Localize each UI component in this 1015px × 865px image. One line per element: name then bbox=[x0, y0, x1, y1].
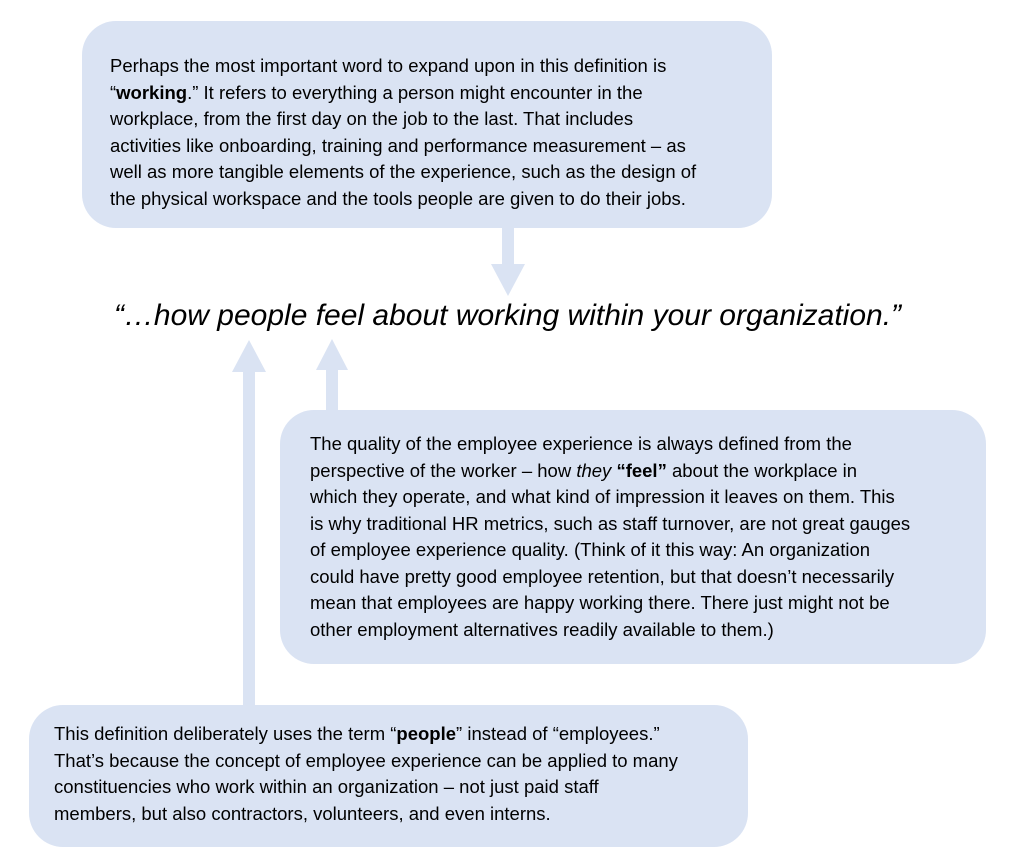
text-line: other employment alternatives readily available to them.) bbox=[310, 618, 774, 640]
working-explanation-box bbox=[82, 21, 772, 228]
text-line: could have pretty good employee retention, but that doesn’t necessarily bbox=[310, 565, 895, 587]
text-line: Perhaps the most important word to expand upon in this definition is bbox=[110, 55, 667, 76]
text-line: This definition deliberately uses the term “people” instead of “employees.” bbox=[54, 723, 660, 744]
arrow-down-to-working bbox=[491, 228, 525, 296]
text-line: which they operate, and what kind of impression it leaves on them. This bbox=[310, 486, 895, 507]
keyword-working: working bbox=[116, 81, 188, 103]
keyword-feel: “feel” bbox=[616, 459, 667, 481]
text-line: mean that employees are happy working there. There just might not be bbox=[310, 592, 890, 613]
text-line: members, but also contractors, volunteers, and even interns. bbox=[54, 802, 551, 824]
text-line: That’s because the concept of employee experience can be applied to many bbox=[54, 749, 678, 771]
text-line: perspective of the worker – how they “feel” about the workplace in bbox=[310, 459, 858, 481]
text-line: constituencies who work within an organization – not just paid staff bbox=[54, 776, 599, 797]
people-explanation-box bbox=[29, 705, 748, 847]
text-line: activities like onboarding, training and performance measurement – as bbox=[110, 134, 686, 156]
text-line: is why traditional HR metrics, such as staff turnover, are not great gauges bbox=[310, 512, 911, 534]
arrow-up-to-people bbox=[232, 340, 266, 705]
arrow-up-to-feel bbox=[316, 339, 348, 410]
definition-quote: “…how people feel about working within your organization.” bbox=[113, 299, 902, 332]
text-line: workplace, from the first day on the job to the last. That includes bbox=[110, 108, 634, 129]
text-line: of employee experience quality. (Think of it this way: An organization bbox=[310, 539, 871, 560]
text-line: “working.” It refers to everything a person might encounter in the bbox=[110, 81, 643, 103]
keyword-people: people bbox=[396, 723, 457, 744]
text-line: the physical workspace and the tools people are given to do their jobs. bbox=[110, 187, 686, 209]
emphasis-they: they bbox=[576, 459, 612, 481]
text-line: The quality of the employee experience is always defined from the bbox=[310, 433, 852, 454]
feel-explanation-box bbox=[280, 410, 986, 664]
text-line: well as more tangible elements of the experience, such as the design of bbox=[110, 161, 697, 182]
